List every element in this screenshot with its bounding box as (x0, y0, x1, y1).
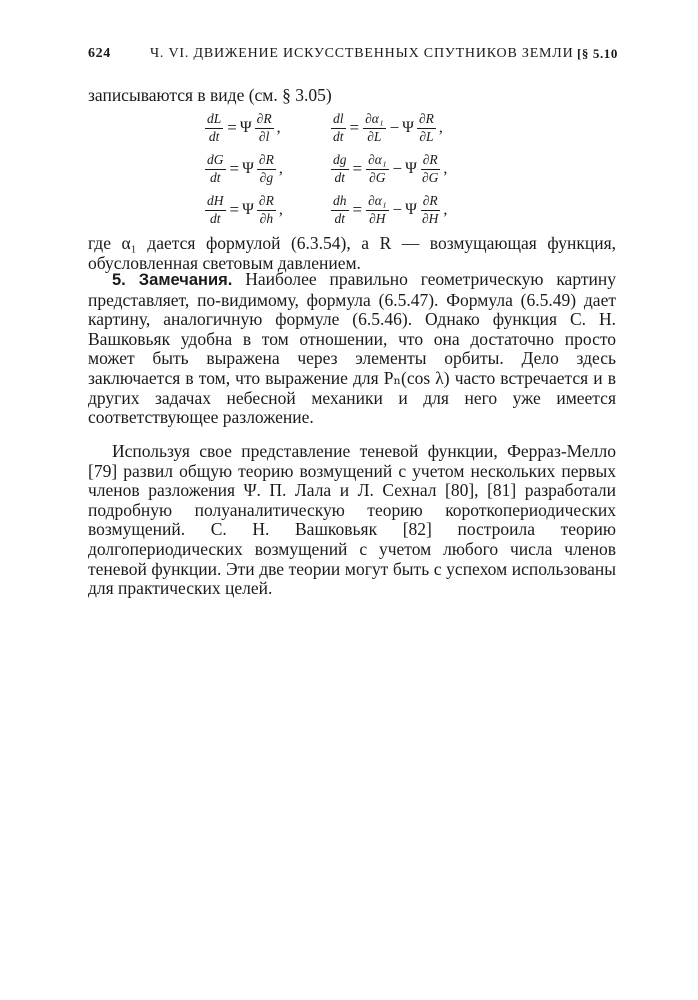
equation-right (330, 192, 447, 228)
numerator: ∂α₁ (363, 112, 385, 128)
numerator: dL (205, 112, 223, 128)
denominator: dt (333, 128, 344, 144)
numerator: ∂R (257, 153, 276, 169)
denominator: dt (334, 210, 345, 226)
numerator: dH (205, 194, 226, 210)
running-title: Ч. VI. ДВИЖЕНИЕ ИСКУССТВЕННЫХ СПУТНИКОВ ЗЕМЛИ (150, 46, 574, 61)
psi-symbol: Ψ (405, 160, 417, 177)
comma: , (276, 119, 281, 136)
fraction (255, 112, 274, 143)
fraction (257, 194, 276, 225)
psi-symbol: Ψ (402, 119, 414, 136)
psi-symbol: Ψ (405, 201, 417, 218)
fraction (366, 153, 388, 184)
equals-sign: = (227, 118, 237, 137)
fraction (205, 153, 226, 184)
equation-left (204, 192, 283, 228)
equation-row (204, 192, 524, 233)
fraction (331, 194, 349, 225)
numerator: ∂α₁ (366, 194, 388, 210)
denominator: ∂g (259, 169, 274, 185)
denominator: ∂L (367, 128, 382, 144)
paragraph-definition: где α₁ дается формулой (6.3.54), а R — возмущающая функция, обусловленная световым давлением. (88, 233, 616, 273)
numerator: ∂R (255, 112, 274, 128)
numerator: ∂α₁ (366, 153, 388, 169)
equation-row (204, 151, 524, 192)
equals-sign: = (352, 200, 363, 219)
numerator: dG (205, 153, 226, 169)
fraction (257, 153, 276, 184)
equals-sign: = (229, 159, 240, 178)
paragraph-remarks (88, 270, 616, 428)
comma: , (443, 201, 448, 218)
numerator: dh (331, 194, 349, 210)
fraction (420, 194, 440, 225)
comma: , (443, 160, 448, 177)
fraction (363, 112, 385, 143)
denominator: ∂L (419, 128, 434, 144)
fraction (205, 112, 223, 143)
equation-left (204, 151, 283, 187)
equals-sign: = (229, 200, 240, 219)
fraction (331, 112, 346, 143)
comma: , (278, 201, 283, 218)
numerator: ∂R (421, 194, 440, 210)
denominator: ∂l (258, 128, 270, 144)
minus-sign: − (392, 159, 403, 178)
psi-symbol: Ψ (242, 160, 254, 177)
page-number: 624 (88, 46, 111, 61)
fraction (331, 153, 349, 184)
running-header (88, 46, 618, 68)
fraction (417, 112, 436, 143)
numerator: ∂R (257, 194, 276, 210)
intro-line: записываются в виде (см. § 3.05) (88, 85, 332, 105)
denominator: ∂h (259, 210, 274, 226)
fraction (420, 153, 440, 184)
denominator: ∂G (421, 169, 439, 185)
paragraph-references: Используя свое представление теневой функции, Ферраз-Мелло [79] развил общую теорию возмущений с учетом нескольких первых членов разложения Ψ. П. Лала и Л. Сехнал [80], [81] разработали подробную полуаналитическую теорию короткопериодических возмущений. С. Н. Вашковьяк [82] построила теорию долгопериодических возмущений с учетом любого числа членов теневой функции. Эти две теории могут быть с успехом использованы для практических целей. (88, 441, 616, 599)
equals-sign: = (352, 159, 363, 178)
minus-sign: − (392, 200, 403, 219)
equations-block (204, 110, 524, 233)
denominator: ∂H (421, 210, 439, 226)
psi-symbol: Ψ (242, 201, 254, 218)
numerator: ∂R (421, 153, 440, 169)
fraction (366, 194, 388, 225)
equals-sign: = (349, 118, 360, 137)
comma: , (278, 160, 283, 177)
denominator: dt (208, 128, 220, 144)
denominator: dt (209, 169, 221, 185)
denominator: dt (209, 210, 221, 226)
equation-right (330, 110, 443, 146)
numerator: ∂R (417, 112, 436, 128)
psi-symbol: Ψ (239, 119, 252, 136)
section-heading: 5. Замечания. (112, 271, 233, 289)
denominator: dt (334, 169, 345, 185)
paragraph-remarks-body: Наиболее правильно геометрическую картину представляет, по-видимому, формула (6.5.47). Формула (6.5.49) дает картину, аналогичную формуле (6.5.46). Однако функция С. Н. Вашковьяк удобна в том отношении, что она достаточно просто может быть выражена через элементы орбиты. Дело здесь заключается в том, что выражение для Pₙ(cos λ) часто встречается и в других задачах небесной механики и для него уже имеется соответствующее разложение. (88, 269, 616, 428)
fraction (205, 194, 226, 225)
numerator: dg (331, 153, 349, 169)
section-ref: [§ 5.10 (576, 46, 618, 61)
denominator: ∂H (369, 210, 386, 226)
comma: , (438, 119, 443, 136)
denominator: ∂G (369, 169, 386, 185)
numerator: dl (331, 112, 346, 128)
equation-left (204, 110, 281, 146)
equation-right (330, 151, 447, 187)
minus-sign: − (389, 118, 400, 137)
equation-row (204, 110, 524, 151)
